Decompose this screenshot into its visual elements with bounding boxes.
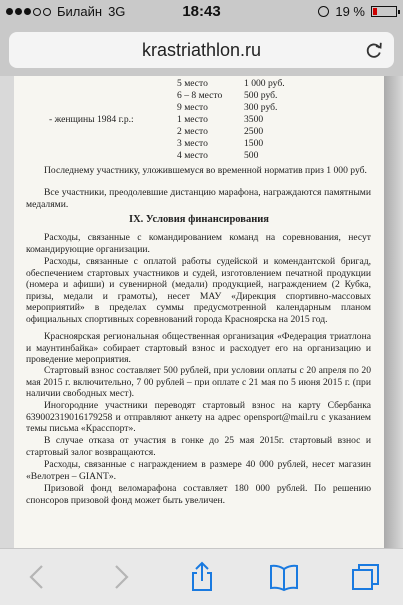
paragraph-awards: Расходы, связанные с награждением в размере 40 000 рублей, несет магазин «Велотрен – GIANT». [26, 459, 371, 482]
bottom-toolbar [0, 548, 403, 605]
forward-arrow-icon[interactable] [104, 561, 136, 593]
prize-place: 9 место [177, 102, 208, 113]
prize-amount: 300 руб. [244, 102, 278, 113]
paragraph-last-participant: Последнему участнику, уложившемуся во временной норматив приз 1 000 руб. [44, 165, 367, 176]
tabs-icon[interactable] [350, 561, 382, 593]
prize-place: 4 место [177, 150, 208, 161]
bookmarks-icon[interactable] [268, 561, 300, 593]
paragraph-foreign-participants: Иногородние участники переводят стартовый взнос на карту Сбербанка 639002319016179258 и отправляют анкету на адрес opensport@mail.ru с указанием темы письма «Красспорт». [26, 400, 371, 435]
paragraph-expenses-judges: Расходы, связанные с оплатой работы судейской и комендантской бригад, обеспечением стартовых участников и судей, изготовлением печатной продукции (номера и афиши) и сувенирной (медали) продукцией, награждением (2 Кубка, призы, медали и грамоты), несет МАУ «Дирекция спортивно-массовых мероприятий» в пределах суммы предусмотренной календарным планом официальных спортивных соревнований города Красноярска на 2015 год. [26, 256, 371, 325]
paragraph-prize-fund: Призовой фонд веломарафона составляет 180 000 рублей. По решению спонсоров призовой фонд может быть увеличен. [26, 483, 371, 506]
section-heading: IX. Условия финансирования [129, 214, 269, 225]
document-page [14, 76, 384, 548]
prize-place: 5 место [177, 78, 208, 89]
prize-place: 3 место [177, 138, 208, 149]
women-category-label: - женщины 1984 г.р.: [49, 114, 134, 125]
prize-place: 1 место [177, 114, 208, 125]
prize-place: 6 – 8 место [177, 90, 223, 101]
network-label: 3G [108, 4, 126, 19]
prize-amount: 3500 [244, 114, 264, 125]
battery-icon [371, 6, 397, 17]
status-bar [0, 0, 403, 24]
url-field[interactable] [9, 32, 394, 68]
battery-fill [373, 8, 377, 15]
back-arrow-icon[interactable] [22, 561, 54, 593]
paragraph-start-fee: Стартовый взнос составляет 500 рублей, при условии оплаты с 20 апреля по 20 мая 2015 г. включительно, 7 00 рублей – при оплате с 21 мая по 5 июня 2015 г. (при наличии свободных мест). [26, 365, 371, 400]
prize-amount: 500 руб. [244, 90, 278, 101]
carrier-label: Билайн [57, 4, 103, 19]
status-time: 18:43 [182, 3, 221, 20]
paragraph-federation: Красноярская региональная общественная организация «Федерация триатлона и маунтинбайка» собирает стартовый взнос и расходует его на организацию и проведение мероприятия. [26, 331, 371, 366]
prize-place: 2 место [177, 126, 208, 137]
share-icon[interactable] [186, 561, 218, 593]
paragraph-all-participants: Все участники, преодолевшие дистанцию марафона, награждаются памятными медалями. [26, 187, 371, 210]
prize-amount: 1500 [244, 138, 264, 149]
prize-amount: 1 000 руб. [244, 78, 285, 89]
battery-percent: 19 % [335, 4, 365, 19]
status-right [318, 4, 397, 19]
alarm-icon [318, 6, 329, 17]
paragraph-refusal: В случае отказа от участия в гонке до 25 мая 2015г. стартовый взнос и стартовый залог возвращаются. [26, 435, 371, 458]
prize-amount: 2500 [244, 126, 264, 137]
prize-amount: 500 [244, 150, 259, 161]
paragraph-expenses-teams: Расходы, связанные с командированием команд на соревнования, несут командирующие организации. [26, 232, 371, 255]
page-edge [384, 76, 403, 548]
reload-icon[interactable] [364, 40, 384, 60]
url-text[interactable]: krastriathlon.ru [141, 40, 262, 60]
address-bar [0, 24, 403, 76]
